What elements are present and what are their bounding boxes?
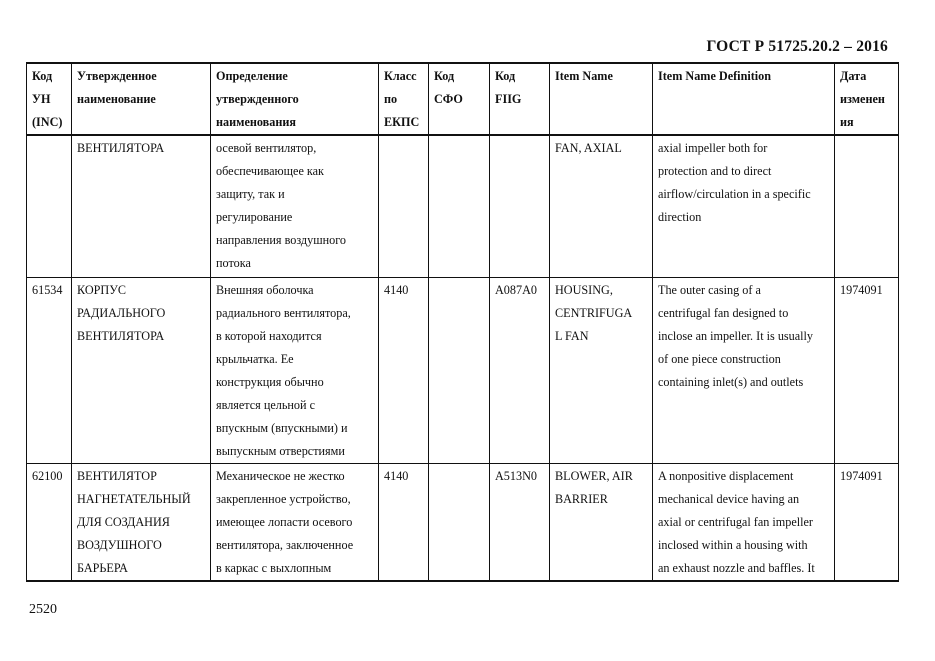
cell-text-line: осевой вентилятор, [216,141,317,155]
cell-inc [27,464,72,582]
cell-text-line: ВЕНТИЛЯТОРА [77,329,165,343]
cell-text-line: защиту, так и [216,187,285,201]
catalog-table [26,62,899,582]
cell-text-line: регулирование [216,210,293,224]
cell-text-line: Item Name [555,69,613,83]
cell-text-line: Внешняя оболочка [216,283,314,297]
cell-definition [211,278,379,464]
table-header-row [27,63,899,135]
header-sfo [429,63,490,135]
cell-text-line: axial or centrifugal fan impeller [658,515,813,529]
cell-item-name [550,464,653,582]
cell-item-name-definition [653,464,835,582]
cell-text-line: по [384,92,398,106]
cell-text-line: (INC) [32,115,63,129]
cell-text-line: direction [658,210,702,224]
cell-text-line: A nonpositive displacement [658,469,794,483]
cell-text-line: containing inlet(s) and outlets [658,375,804,389]
cell-text-line: в которой находится [216,329,322,343]
cell-text-line: FAN, AXIAL [555,141,622,155]
cell-text-line: ВОЗДУШНОГО [77,538,162,552]
cell-item-name [550,278,653,464]
cell-text-line: наименования [216,115,296,129]
cell-text-line: inclosed within a housing with [658,538,808,552]
cell-text-line: НАГНЕТАТЕЛЬНЫЙ [77,492,191,506]
cell-fiig [490,278,550,464]
cell-text-line: airflow/circulation in a specific [658,187,811,201]
header-definition [211,63,379,135]
cell-class [379,278,429,464]
cell-text-line: РАДИАЛЬНОГО [77,306,166,320]
cell-text-line: изменен [840,92,885,106]
cell-text-line: Item Name Definition [658,69,772,83]
header-item-name-definition [653,63,835,135]
cell-approved-name [72,464,211,582]
cell-text-line: потока [216,256,251,270]
cell-text-line: FIIG [495,92,522,106]
cell-text-line: Определение [216,69,288,83]
cell-item-name-definition [653,278,835,464]
cell-definition [211,135,379,278]
cell-text-line: axial impeller both for [658,141,768,155]
cell-text-line: в каркас с выхлопным [216,561,332,575]
cell-change-date [835,278,899,464]
cell-text-line: BARRIER [555,492,608,506]
cell-text-line: 61534 [32,283,63,297]
table-row [27,278,899,464]
cell-text-line: ия [840,115,854,129]
header-class [379,63,429,135]
cell-text-line: УН [32,92,51,106]
cell-text-line: A087A0 [495,283,537,297]
cell-text-line: inclose an impeller. It is usually [658,329,814,343]
cell-text-line: БАРЬЕРА [77,561,128,575]
cell-text-line: выпускным отверстиями [216,444,345,458]
cell-text-line: Код [32,69,53,83]
cell-sfo [429,135,490,278]
cell-approved-name [72,278,211,464]
cell-text-line: Класс [384,69,417,83]
cell-text-line: 62100 [32,469,63,483]
cell-inc [27,278,72,464]
document-standard-code: ГОСТ Р 51725.20.2 – 2016 [706,38,888,55]
header-approved-name [72,63,211,135]
cell-text-line: закрепленное устройство, [216,492,351,506]
cell-text-line: КОРПУС [77,283,126,297]
cell-text-line: L FAN [555,329,589,343]
cell-fiig [490,464,550,582]
cell-text-line: имеющее лопасти осевого [216,515,353,529]
cell-text-line: обеспечивающее как [216,164,324,178]
cell-text-line: наименование [77,92,156,106]
cell-class [379,464,429,582]
cell-item-name-definition [653,135,835,278]
cell-text-line: СФО [434,92,463,106]
header-item-name [550,63,653,135]
cell-inc [27,135,72,278]
cell-sfo [429,464,490,582]
table-row [27,135,899,278]
cell-text-line: CENTRIFUGA [555,306,633,320]
cell-text-line: крыльчатка. Ее [216,352,294,366]
cell-text-line: mechanical device having an [658,492,800,506]
cell-text-line: protection and to direct [658,164,772,178]
cell-text-line: 4140 [384,469,409,483]
cell-text-line: A513N0 [495,469,537,483]
cell-text-line: впускным (впускными) и [216,421,348,435]
cell-text-line: ВЕНТИЛЯТОРА [77,141,165,155]
cell-text-line: The outer casing of a [658,283,761,297]
cell-fiig [490,135,550,278]
cell-text-line: 1974091 [840,283,883,297]
cell-text-line: ДЛЯ СОЗДАНИЯ [77,515,170,529]
cell-class [379,135,429,278]
cell-text-line: of one piece construction [658,352,781,366]
cell-text-line: BLOWER, AIR [555,469,633,483]
header-change-date [835,63,899,135]
cell-text-line: Механическое не жестко [216,469,345,483]
cell-text-line: конструкция обычно [216,375,324,389]
cell-item-name [550,135,653,278]
cell-text-line: утвержденного [216,92,299,106]
cell-text-line: 4140 [384,283,409,297]
cell-sfo [429,278,490,464]
table-row [27,464,899,582]
cell-text-line: an exhaust nozzle and baffles. It [658,561,815,575]
header-inc [27,63,72,135]
cell-change-date [835,464,899,582]
page-number: 2520 [29,602,57,617]
cell-approved-name [72,135,211,278]
cell-text-line: centrifugal fan designed to [658,306,789,320]
cell-text-line: радиального вентилятора, [216,306,351,320]
cell-text-line: направления воздушного [216,233,347,247]
header-fiig [490,63,550,135]
cell-change-date [835,135,899,278]
cell-text-line: Утвержденное [77,69,157,83]
cell-text-line: Код [434,69,455,83]
cell-text-line: ЕКПС [384,115,420,129]
cell-text-line: Код [495,69,516,83]
cell-definition [211,464,379,582]
cell-text-line: вентилятора, заключенное [216,538,354,552]
cell-text-line: 1974091 [840,469,883,483]
cell-text-line: является цельной с [216,398,315,412]
cell-text-line: HOUSING, [555,283,613,297]
cell-text-line: ВЕНТИЛЯТОР [77,469,157,483]
cell-text-line: Дата [840,69,867,83]
